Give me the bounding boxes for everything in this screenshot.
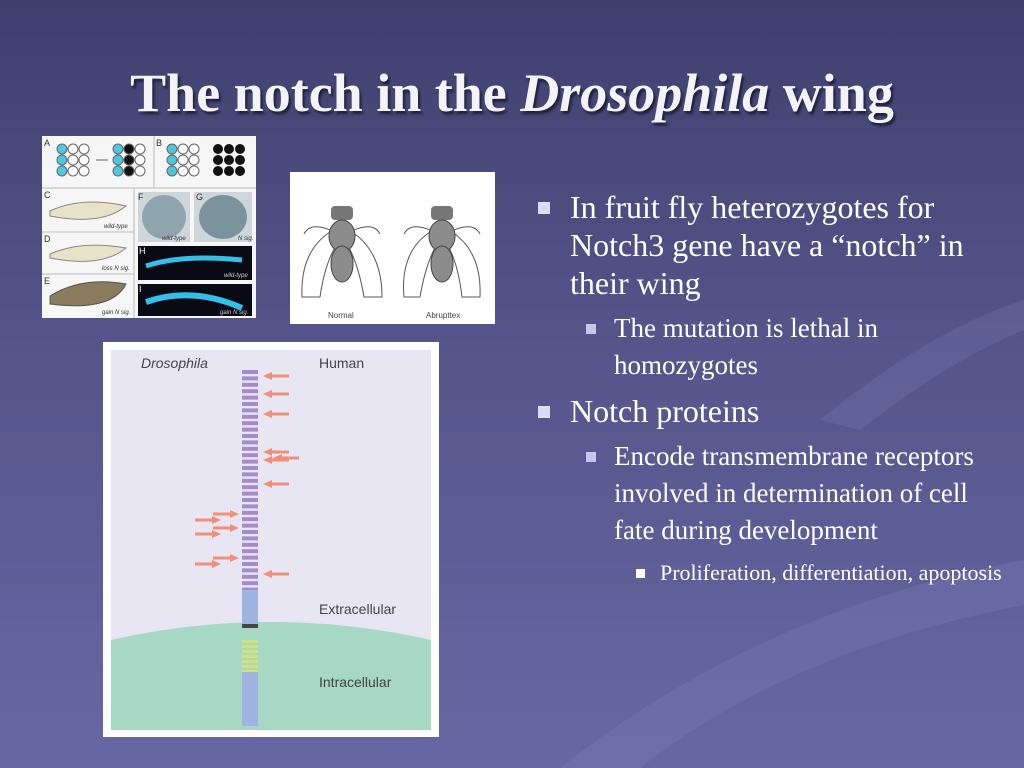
panel-letter-h: H [139, 246, 146, 256]
egf-repeat-segment [242, 479, 258, 483]
egf-repeat-segment [242, 460, 258, 464]
ank-repeat-segment [242, 640, 258, 643]
fly-wing-comparison-figure [290, 172, 495, 324]
egf-repeat-segment [242, 543, 258, 547]
egf-repeat-segment [242, 472, 258, 476]
egf-repeat-segment [242, 498, 258, 502]
egf-repeat-segment [242, 536, 258, 540]
egf-repeat-segment [242, 453, 258, 457]
bullet-text: Encode transmembrane receptors involved in determination of cell fate during development [614, 441, 974, 545]
sub-bullet-lethal [532, 310, 1002, 384]
egf-repeat-segment [242, 517, 258, 521]
egf-repeat-segment [242, 434, 258, 438]
fly-image [290, 172, 495, 324]
bullet-square-icon [538, 406, 550, 418]
egf-repeat-segment [242, 530, 258, 534]
fly-label-abrupttex: Abrupttex [426, 311, 461, 320]
egf-repeat-segment [242, 556, 258, 560]
ank-repeat-segment [242, 660, 258, 663]
egf-repeat-segment [242, 389, 258, 393]
bullet-list [532, 188, 1002, 588]
figure-panels-image [42, 136, 256, 318]
egf-repeat-segment [242, 440, 258, 444]
egf-repeat-segment [242, 428, 258, 432]
bullet-text: The mutation is lethal in homozygotes [614, 313, 878, 380]
bullet-square-icon [586, 324, 596, 334]
bullet-notch-proteins [532, 392, 1002, 430]
bullet-heterozygotes [532, 188, 1002, 302]
notch-protein-image [103, 342, 439, 737]
egf-repeat-segment [242, 370, 258, 374]
egf-repeat-segment [242, 396, 258, 400]
bullet-text: Notch proteins [570, 393, 760, 429]
bullet-text: Proliferation, differentiation, apoptosis [660, 560, 1002, 585]
egf-repeat-segment [242, 524, 258, 528]
panel-letter-b: B [156, 138, 163, 148]
notch-repeat-ladder [242, 370, 258, 592]
egf-repeat-segment [242, 562, 258, 566]
egf-repeat-segment [242, 402, 258, 406]
caption-gain-e: gain N sig. [102, 310, 131, 316]
panel-letter-e: E [44, 276, 51, 286]
egf-repeat-segment [242, 511, 258, 515]
label-extracellular: Extracellular [319, 601, 397, 617]
ank-repeat-segment [242, 665, 258, 668]
caption-wild-type-f: wild-type [162, 236, 186, 242]
egf-repeat-segment [242, 568, 258, 572]
caption-wild-type-c: wild-type [104, 224, 128, 230]
egf-repeat-segment [242, 415, 258, 419]
panel-letter-d: D [44, 234, 51, 244]
notch-protein-figure [103, 342, 439, 737]
ank-repeat-segment [242, 655, 258, 658]
caption-loss-d: loss N sig. [102, 266, 130, 272]
label-drosophila: Drosophila [141, 355, 208, 371]
egf-repeat-segment [242, 383, 258, 387]
egf-repeat-segment [242, 408, 258, 412]
panel-letter-a: A [44, 138, 51, 148]
notch-signaling-figure-panels [42, 136, 256, 318]
label-human: Human [319, 355, 365, 371]
bullet-text: In fruit fly heterozygotes for Notch3 gene have a “notch” in their wing [570, 189, 964, 301]
caption-nsig-g: N sig. [238, 236, 254, 242]
panel-letter-f: F [138, 192, 144, 202]
normal-fly-drawing [302, 206, 382, 297]
ank-repeat-segment [242, 650, 258, 653]
sub-sub-bullet-proliferation [532, 557, 1002, 588]
egf-repeat-segment [242, 549, 258, 553]
egf-repeat-segment [242, 466, 258, 470]
egf-repeat-segment [242, 447, 258, 451]
slide-title: The notch in the Drosophila wing [130, 63, 894, 123]
label-intracellular: Intracellular [319, 674, 392, 690]
egf-repeat-segment [242, 575, 258, 579]
abrupttex-fly-drawing [404, 206, 481, 297]
fly-label-normal: Normal [328, 311, 354, 320]
egf-repeat-segment [242, 504, 258, 508]
caption-gain-i: gain N sig. [220, 310, 249, 316]
egf-repeat-segment [242, 485, 258, 489]
caption-wild-type-h: wild-type [224, 273, 248, 279]
panel-letter-i: I [139, 284, 142, 294]
egf-repeat-segment [242, 581, 258, 585]
bullet-square-icon [538, 202, 550, 214]
panel-letter-c: C [44, 190, 51, 200]
ank-repeat-segment [242, 645, 258, 648]
egf-repeat-segment [242, 492, 258, 496]
egf-repeat-segment [242, 376, 258, 380]
bullet-square-icon [636, 569, 645, 578]
egf-repeat-segment [242, 421, 258, 425]
panel-letter-g: G [196, 192, 204, 202]
bullet-square-icon [586, 452, 596, 462]
sub-bullet-receptors [532, 438, 1002, 549]
